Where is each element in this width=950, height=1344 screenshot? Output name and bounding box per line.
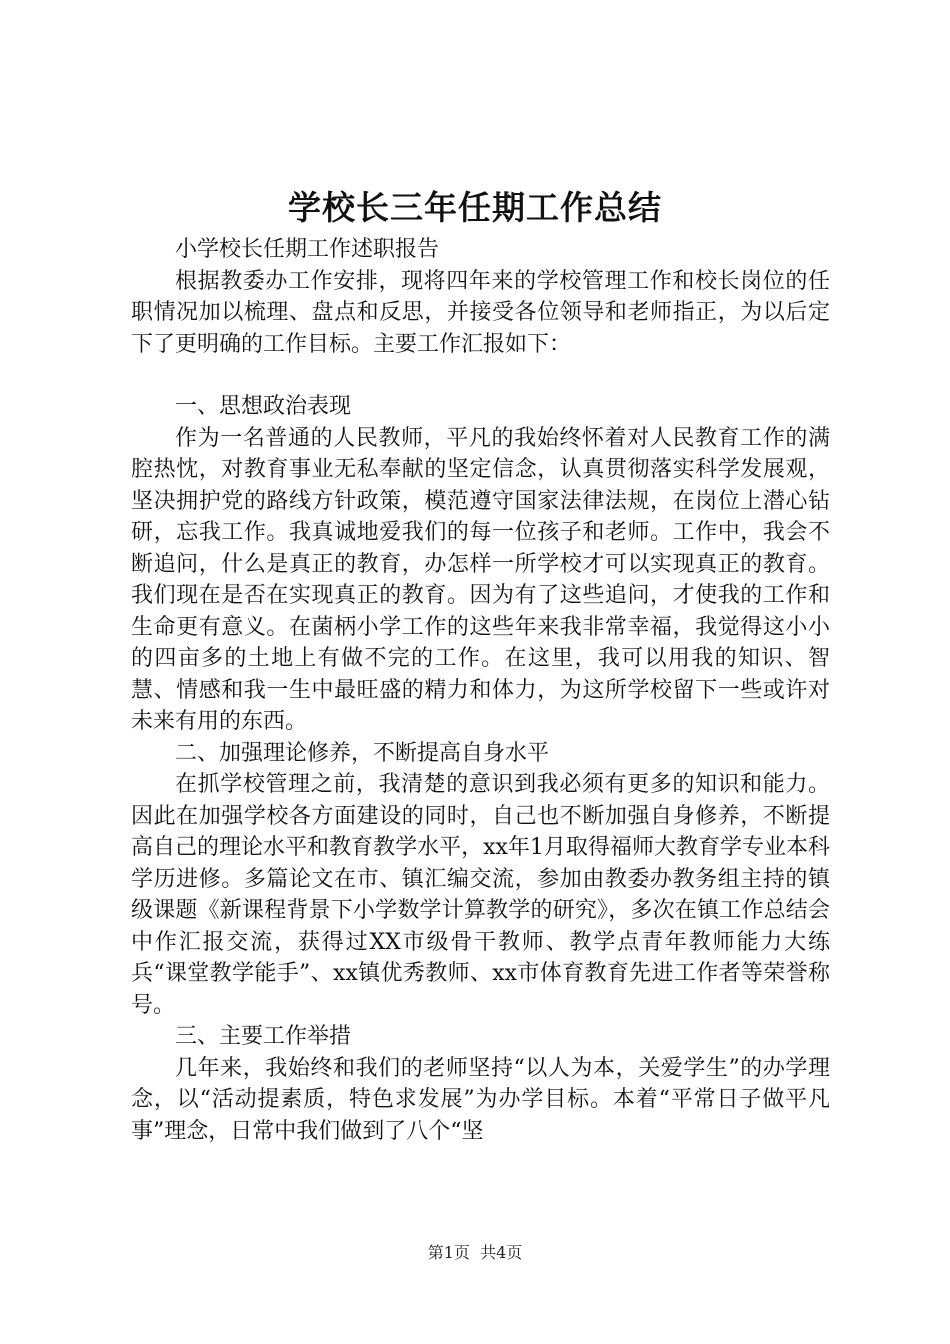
section-heading-3: 三、主要工作举措	[175, 1024, 352, 1049]
paragraph-intro: 根据教委办工作安排，现将四年来的学校管理工作和校长岗位的任职情况加以梳理、盘点和反思，并接受各位领导和老师指正，为以后定下了更明确的工作目标。主要工作汇报如下：	[131, 268, 830, 357]
document-body	[131, 234, 830, 1147]
paragraph-subtitle: 小学校长任期工作述职报告	[175, 237, 440, 262]
paragraph-section-1: 作为一名普通的人民教师，平凡的我始终怀着对人民教育工作的满腔热忱，对教育事业无私奉献的坚定信念，认真贯彻落实科学发展观，坚决拥护党的路线方针政策，模范遵守国家法律法规，在岗位上潜心钻研，忘我工作。我真诚地爱我们的每一位孩子和老师。工作中，我会不断追问，什么是真正的教育，办怎样一所学校才可以实现真正的教育。我们现在是否在实现真正的教育。因为有了这些追问，才使我的工作和生命更有意义。在菌柄小学工作的这些年来我非常幸福，我觉得这小小的四亩多的土地上有做不完的工作。在这里，我可以用我的知识、智慧、情感和我一生中最旺盛的精力和体力，为这所学校留下一些或许对未来有用的东西。	[131, 425, 830, 734]
page-number-label: 第1页 共4页	[427, 1243, 523, 1262]
page-footer	[0, 1242, 950, 1264]
section-heading-2: 二、加强理论修养，不断提高自身水平	[175, 740, 550, 766]
paragraph-section-3: 几年来，我始终和我们的老师坚持“以人为本，关爱学生”的办学理念，以“活动提素质，特色求发展”为办学目标。本着“平常日子做平凡事”理念，日常中我们做到了八个“坚	[131, 1055, 830, 1144]
document-title: 学校长三年任期工作总结	[288, 188, 662, 227]
section-heading-1: 一、思想政治表现	[175, 394, 352, 419]
paragraph-section-2: 在抓学校管理之前，我清楚的意识到我必须有更多的知识和能力。因此在加强学校各方面建设的同时，自己也不断加强自身修养，不断提高自己的理论水平和教育教学水平，xx年1月取得福师大教育学专业本科学历进修。多篇论文在市、镇汇编交流，参加由教委办教务组主持的镇级课题《新课程背景下小学数学计算教学的研究》，多次在镇工作总结会中作汇报交流，获得过XX市级骨干教师、教学点青年教师能力大练兵“课堂教学能手”、xx镇优秀教师、xx市体育教育先进工作者等荣誉称号。	[131, 772, 830, 1018]
